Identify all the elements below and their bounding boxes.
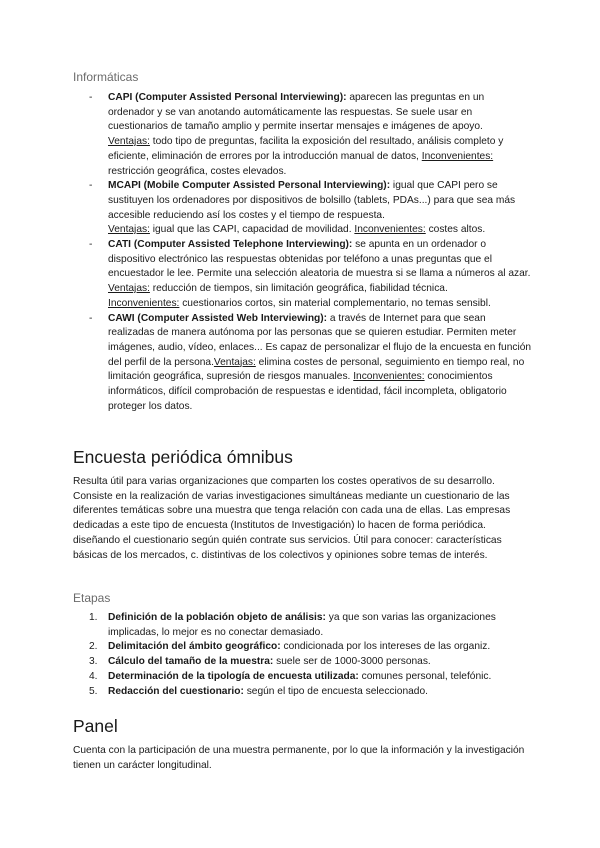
etapas-list — [73, 611, 533, 699]
heading-panel: Panel — [73, 716, 118, 736]
item-title: Delimitación del ámbito geográfico: — [108, 641, 281, 653]
item-title: Determinación de la tipología de encuesta utilizada: — [108, 670, 359, 682]
item-title: MCAPI (Mobile Computer Assisted Personal Interviewing): — [108, 180, 391, 192]
list-item: 1. Definición de la población objeto de análisis: ya que son varias las organizaciones implicadas, lo mejor es no conectar demasiado. — [89, 612, 496, 638]
heading-omnibus: Encuesta periódica ómnibus — [73, 447, 293, 467]
list-item: 5. Redacción del cuestionario: según el tipo de encuesta seleccionado. — [89, 685, 428, 697]
ventajas-label: Ventajas: — [108, 283, 150, 295]
inconvenientes-label: Inconvenientes: — [108, 297, 180, 309]
ventajas-label: Ventajas: — [108, 136, 150, 148]
ventajas-label: Ventajas: — [213, 356, 256, 368]
heading-informaticas: Informáticas — [73, 70, 139, 84]
inconvenientes-label: Inconvenientes: — [353, 371, 425, 383]
inconvenientes-label: Inconvenientes: — [421, 150, 494, 162]
ventajas-label: Ventajas: — [108, 224, 150, 236]
list-item: 4. Determinación de la tipología de encuesta utilizada: comunes personal, telefónic. — [89, 670, 492, 682]
list-item: 3. Cálculo del tamaño de la muestra: suele ser de 1000-3000 personas. — [89, 656, 431, 668]
item-title: CATI (Computer Assisted Telephone Interviewing): — [108, 239, 353, 251]
informaticas-list — [73, 91, 533, 414]
inconvenientes-label: Inconvenientes: — [354, 224, 426, 236]
list-item: - CAWI (Computer Assisted Web Interviewing): a través de Internet para que sean realizadas de manera autónoma por las personas que se quieren estudiar. Permiten meter imágenes, audio, vídeo, enlaces... Es capaz de personalizar el flujo de la encuesta en función del perfil de la persona.Ventajas: elimina costes de personal, seguimiento en tiempo real, no limitación geográfica, supresión de riesgos manuales. Inconvenientes: conocimientos informáticos, difícil comprobación de respuestas e identidad, fácil incompleta, obligatorio proteger los datos. — [89, 312, 532, 412]
list-item: - CAPI (Computer Assisted Personal Interviewing): aparecen las preguntas en un ordenador y se van anotando automáticamente las respuestas. Se suele usar en cuestionarios de tamaño amplio y permite insertar mensajes e imágenes de apoyo. Ventajas: todo tipo de preguntas, facilita la exposición del resultado, análisis completo y eficiente, eliminación de errores por la introducción manual de datos, Inconvenientes: restricción geográfica, costes elevados. — [89, 92, 504, 177]
item-title: CAPI (Computer Assisted Personal Interviewing): — [108, 92, 347, 103]
item-title: Redacción del cuestionario: — [108, 685, 244, 697]
item-title: CAWI (Computer Assisted Web Interviewing): — [108, 312, 328, 324]
item-title: Cálculo del tamaño de la muestra: — [108, 656, 274, 668]
list-item: 2. Delimitación del ámbito geográfico: condicionada por los intereses de las organiz. — [89, 641, 491, 653]
list-item: - MCAPI (Mobile Computer Assisted Personal Interviewing): igual que CAPI pero se sustituyen los ordenadores por dispositivos de bolsillo (tablets, PDAs...) para que sea más accesible reduciendo así los costes y el tiempo de respuesta. Ventajas: igual que las CAPI, capacidad de movilidad. Inconvenientes: costes altos. — [89, 180, 516, 236]
item-title: Definición de la población objeto de análisis: — [108, 612, 326, 623]
heading-etapas: Etapas — [73, 591, 111, 605]
panel-paragraph: Cuenta con la participación de una muestra permanente, por lo que la información y la investigación tienen un carácter longitudinal. — [73, 745, 525, 771]
list-item: - CATI (Computer Assisted Telephone Interviewing): se apunta en un ordenador o dispositivo electrónico las respuestas obtenidas por teléfono a unas preguntas que el encuestador le lee. Permite una selección aleatoria de muestra si se llama a números al azar. Ventajas: reducción de tiempos, sin limitación geográfica, fiabilidad técnica. Inconvenientes: cuestionarios cortos, sin material complementario, no temas sensibl. — [89, 239, 531, 309]
omnibus-paragraph: Resulta útil para varias organizaciones que comparten los costes operativos de su desarrollo. Consiste en la realización de varias investigaciones simultáneas mediante un cuestionario de las diferentes temáticas sobre una muestra que tenga relación con cada una de ellas. Las empresas dedicadas a este tipo de encuesta (Institutos de Investigación) lo hacen de forma periódica. diseñando el cuestionario según quién contrate sus servicios. Útil para conocer: características básicas de los mercados, c. distintivas de los colectivos y opiniones sobre temas de interés. — [73, 476, 511, 561]
